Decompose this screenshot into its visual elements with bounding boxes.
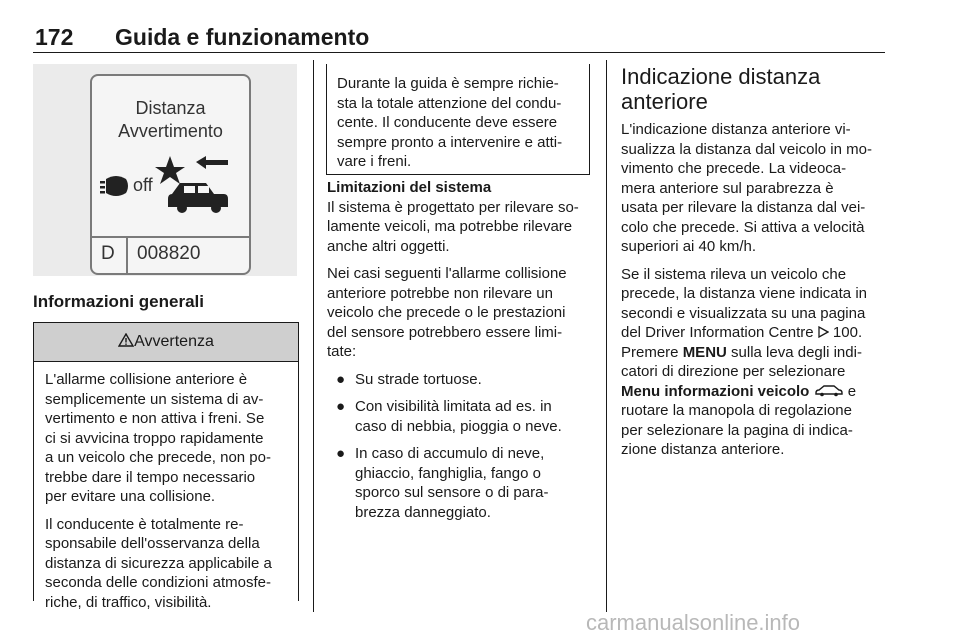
text-line: del Driver Information Centre [621, 324, 818, 341]
text-line: sta la totale attenzione del condu- [337, 94, 562, 112]
text-line: Con visibilità limitata ad es. in [355, 398, 552, 415]
text-line: anteriore potrebbe non rilevare un [327, 284, 553, 302]
text-line: L'indicazione distanza anteriore vi- [621, 121, 851, 138]
text-line: semplicemente un sistema di av- [45, 390, 264, 408]
text-line: riche, di traffico, visibilità. [45, 593, 212, 611]
text-line: distanza di sicurezza applicabile a [45, 554, 272, 572]
subsection-title: Limitazioni del sistema [327, 179, 492, 196]
odometer-value: 008820 [137, 243, 201, 264]
text-line: Il conducente è totalmente re- [45, 515, 244, 533]
bullet-icon: ● [336, 398, 346, 415]
warning-box [33, 322, 299, 611]
page-reference-icon [818, 326, 829, 338]
section-heading [621, 64, 887, 114]
heading-line: Indicazione distanza [621, 64, 821, 89]
warning-paragraph [45, 370, 287, 507]
text-line: zione distanza anteriore. [621, 441, 785, 458]
display-title-line: Avvertimento [118, 121, 223, 141]
column-divider [313, 60, 314, 612]
text-line: Il sistema è progettato per rilevare so- [327, 198, 579, 216]
heading-line: anteriore [621, 89, 708, 114]
text-line: Se il sistema rileva un veicolo che [621, 265, 847, 283]
text-line: usata per rilevare la distanza dal vei- [621, 199, 866, 216]
column-2-text [327, 178, 589, 530]
warning-header [34, 323, 298, 362]
off-label: off [133, 175, 153, 195]
text-line: seconda delle condizioni atmosfe- [45, 574, 271, 591]
page-header [33, 24, 885, 53]
text-line: Premere [621, 343, 683, 361]
text-line: secondi e visualizzata su una pagina [621, 304, 866, 322]
text-line: precede, la distanza viene indicata in [621, 285, 867, 302]
paragraph [327, 198, 589, 257]
paragraph [327, 264, 589, 362]
text-line: brezza danneggiato. [355, 503, 491, 521]
page-reference: 100. [832, 324, 863, 341]
text-line: vare i freni. [337, 153, 412, 170]
text-line: ruotare la manopola di regolazione [621, 402, 852, 419]
text-line: colo che precede. Si attiva a velocità [621, 218, 865, 236]
list-item [327, 397, 589, 436]
text-line: e [843, 382, 857, 400]
chapter-title: Guida e funzionamento [115, 24, 370, 50]
column-3-text [621, 64, 887, 468]
list-item [327, 370, 589, 390]
collision-alert-off-icon [92, 76, 249, 236]
bullet-icon: ● [336, 445, 346, 462]
gear-indicator: D [101, 243, 115, 264]
text-line: Su strade tortuose. [355, 370, 482, 388]
text-line: tate: [327, 343, 357, 360]
text-line: sponsabile dell'osservanza della [45, 535, 260, 552]
bullet-icon: ● [336, 370, 346, 388]
paragraph [621, 265, 887, 460]
text-line: ci si avvicina troppo rapidamente [45, 429, 264, 447]
warning-paragraph [45, 515, 287, 613]
text-line: a un veicolo che precede, non po- [45, 449, 271, 466]
watermark: carmanualsonline.info [586, 610, 801, 635]
column-divider [606, 60, 607, 612]
text-line: vimento che precede. La videoca- [621, 160, 847, 177]
text-line: lamente veicoli, ma potrebbe rilevare [327, 218, 573, 235]
text-line: superiori ai 40 km/h. [621, 238, 757, 255]
text-line: veicolo che precede o le prestazioni [327, 304, 566, 321]
text-line: sempre pronto a intervenire e atti- [337, 133, 563, 151]
menu-button-label: MENU [682, 343, 727, 361]
text-line: trebbe dare il tempo necessario [45, 468, 256, 486]
attention-note-box [326, 64, 590, 175]
text-line: Nei casi seguenti l'allarme collisione [327, 265, 567, 282]
paragraph [621, 120, 887, 257]
page-number: 172 [35, 24, 74, 50]
text-line: sualizza la distanza dal veicolo in mo- [621, 140, 872, 158]
warning-title: Avvertenza [134, 333, 214, 350]
vehicle-info-icon [814, 384, 844, 397]
text-line: sulla leva degli indi- [726, 343, 862, 361]
text-line: caso di nebbia, pioggia o neve. [355, 417, 562, 435]
text-line: mera anteriore sul parabrezza è [621, 179, 834, 197]
list-item [327, 444, 589, 522]
text-line: Durante la guida è sempre richie- [337, 75, 559, 92]
text-line: per selezionare la pagina di indica- [621, 421, 853, 439]
display-separator [92, 236, 249, 238]
text-line: cente. Il conducente deve essere [337, 114, 558, 131]
menu-name: Menu informazioni veicolo [621, 382, 810, 400]
text-line: ghiaccio, fanghiglia, fango o [355, 464, 541, 482]
text-line: sporco sul sensore o di para- [355, 484, 549, 501]
text-line: catori di direzione per selezionare [621, 363, 846, 380]
text-line: del sensore potrebbero essere limi- [327, 323, 563, 341]
section-title: Informazioni generali [33, 292, 204, 311]
text-line: L'allarme collisione anteriore è [45, 371, 248, 388]
text-line: In caso di accumulo di neve, [355, 445, 545, 462]
text-line: anche altri oggetti. [327, 237, 450, 255]
display-separator [126, 236, 128, 273]
warning-triangle-icon [118, 333, 134, 347]
limitations-list [327, 370, 589, 523]
cluster-display-figure [90, 74, 251, 275]
text-line: vertimento e non attiva i freni. Se [45, 410, 265, 427]
display-title-line: Distanza [135, 98, 206, 118]
text-line: per evitare una collisione. [45, 488, 216, 505]
